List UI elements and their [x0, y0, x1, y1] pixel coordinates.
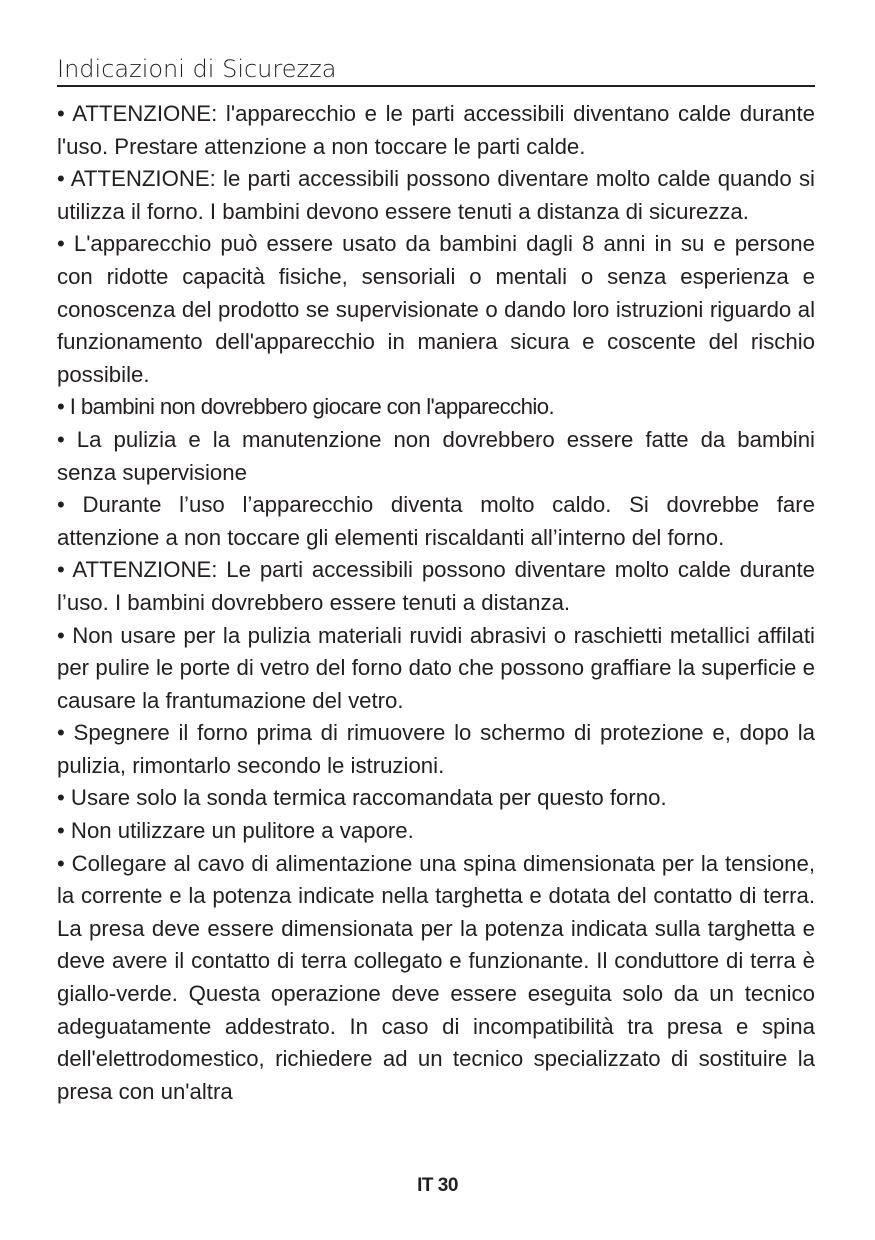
safety-instructions: [57, 98, 815, 1108]
safety-item: • Usare solo la sonda termica raccomandata per questo forno.: [57, 785, 667, 811]
safety-item: • ATTENZIONE: le parti accessibili possono diventare molto calde quando si utilizza il forno. I bambini devono essere tenuti a distanza di sicurezza.: [57, 166, 815, 224]
safety-item: • Non utilizzare un pulitore a vapore.: [57, 818, 414, 844]
safety-item: • La pulizia e la manutenzione non dovrebbero essere fatte da bambini senza supervisione: [57, 426, 815, 485]
safety-item: • Spegnere il forno prima di rimuovere lo schermo di protezione e, dopo la pulizia, rimontarlo secondo le istruzioni.: [57, 720, 815, 778]
safety-item: • L'apparecchio può essere usato da bambini dagli 8 anni in su e persone con ridotte capacità fisiche, sensoriali o mentali o senza esperienza e conoscenza del prodotto se supervisionate o dando loro istruzioni riguardo al funzionamento dell'apparecchio in maniera sicura e coscente del rischio possibile.: [57, 231, 815, 387]
page-number: IT 30: [417, 1175, 458, 1196]
safety-item: • ATTENZIONE: l'apparecchio e le parti accessibili diventano calde durante l'uso. Prestare attenzione a non toccare le parti calde.: [57, 101, 815, 159]
page-title: Indicazioni di Sicurezza: [57, 55, 337, 83]
section-header: [57, 54, 815, 87]
safety-item: • Durante l’uso l’apparecchio diventa molto caldo. Si dovrebbe fare attenzione a non toccare gli elementi riscaldanti all’interno del forno.: [57, 492, 815, 550]
safety-item: • I bambini non dovrebbero giocare con l'apparecchio.: [57, 394, 555, 420]
safety-item: • Non usare per la pulizia materiali ruvidi abrasivi o raschietti metallici affilati per pulire le porte di vetro del forno dato che possono graffiare la superficie e causare la frantumazione del vetro.: [57, 622, 815, 713]
safety-item: • Collegare al cavo di alimentazione una spina dimensionata per la tensione, la corrente e la potenza indicate nella targhetta e dotata del contatto di terra. La presa deve essere dimensionata per la potenza indicata sulla targhetta e deve avere il contatto di terra collegato e funzionante. Il conduttore di terra è giallo-verde. Questa operazione deve essere eseguita solo da un tecnico adeguatamente addestrato. In caso di incompatibilità tra presa e spina dell'elettrodomestico, richiedere ad un tecnico specializzato di sostituire la presa con un'altra: [57, 850, 815, 1104]
safety-item: • ATTENZIONE: Le parti accessibili possono diventare molto calde durante l’uso. I bambini dovrebbero essere tenuti a distanza.: [57, 557, 815, 615]
